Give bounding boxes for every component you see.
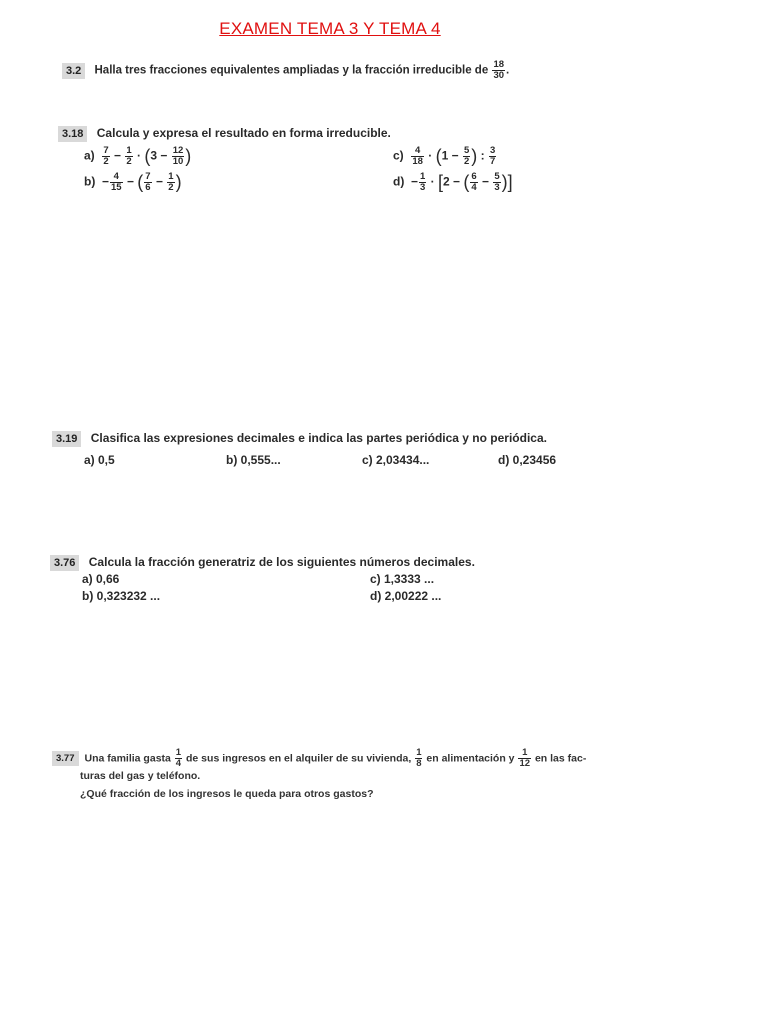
question-3-2: 3.2 Halla tres fracciones equivalentes ampliadas y la fracción irreducible de $\frac{18}{30}$ . <box>62 60 509 81</box>
question-text-line: ¿Qué fracción de los ingresos le queda para otros gastos? <box>80 788 374 800</box>
question-number: 3.77 <box>52 751 79 766</box>
fraction: $\frac{18}{30}$ <box>493 59 505 81</box>
question-text: Calcula la fracción generatriz de los siguientes números decimales. <box>88 555 475 569</box>
exercise-c: c) 1,3333 ... <box>370 572 435 586</box>
question-3-18 <box>58 126 391 142</box>
question-number: 3.2 <box>62 63 85 79</box>
exercise-b: b) 0,323232 ... <box>82 589 161 603</box>
exercise-c: c) $\frac{4}{18}$ · (1 − $\frac{5}{2}$ ) : $\frac{3}{7}$ <box>393 145 496 167</box>
question-number: 3.19 <box>52 431 81 447</box>
page-title: EXAMEN TEMA 3 Y TEMA 4 <box>219 19 441 38</box>
question-3-76 <box>50 555 475 571</box>
exercise-d: d) − $\frac{1}{3}$ · [2 − ( $\frac{6}{4}$ − $\frac{5}{3}$ )] <box>393 171 513 193</box>
exercise-d: d) 2,00222 ... <box>370 589 442 603</box>
exercise-a: a) $\frac{7}{2}$ − $\frac{1}{2}$ · (3 − $\frac{12}{10}$ ) <box>84 145 192 167</box>
question-text-line: turas del gas y teléfono. <box>80 770 201 782</box>
question-text: Clasifica las expresiones decimales e indica las partes periódica y no periódica. <box>90 431 547 445</box>
question-3-77: 3.77 Una familia gasta $\frac{1}{4}$ de sus ingresos en el alquiler de su vivienda, $\frac{1}{8}$ en alimentación y $\frac{1}{12}$ en las fac- <box>52 748 586 769</box>
exercise-d: d) 0,23456 <box>498 453 557 467</box>
exercise-a: a) 0,66 <box>82 572 120 586</box>
exercise-b: b) 0,555... <box>226 453 281 467</box>
exercise-b: b) − $\frac{4}{15}$ − ( $\frac{7}{6}$ − $\frac{1}{2}$ ) <box>84 171 182 193</box>
question-number: 3.76 <box>50 555 79 571</box>
question-text: Calcula y expresa el resultado en forma irreducible. <box>96 126 391 140</box>
exercise-c: c) 2,03434... <box>362 453 430 467</box>
question-3-19 <box>52 431 547 447</box>
question-number: 3.18 <box>58 126 87 142</box>
question-text: Halla tres fracciones equivalentes ampliadas y la fracción irreducible de <box>94 64 489 77</box>
exercise-a: a) 0,5 <box>84 453 115 467</box>
